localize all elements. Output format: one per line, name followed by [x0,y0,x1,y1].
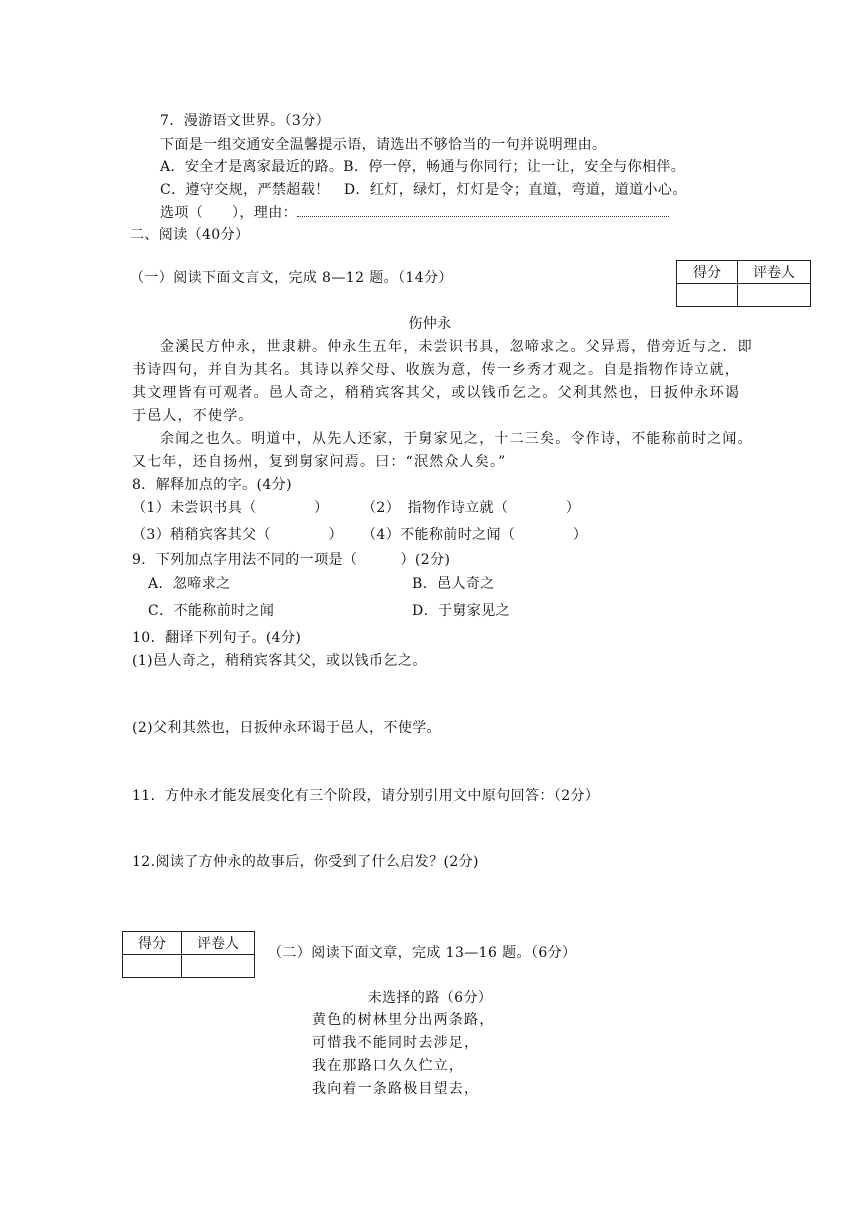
score-label: 得分 [677,261,738,284]
part1-heading: （一）阅读下面文言文，完成 8—12 题。（14分） [130,270,453,286]
q8-item-3[interactable]: （3）稍稍宾客其父（ ） [132,527,343,543]
q8-item-1[interactable]: （1）未尝识书具（ ） [132,500,329,516]
passage-p1-line4: 于邑人，不使学。 [132,408,254,424]
q7-options-ab: A．安全才是离家最近的路。B．停一停，畅通与你同行；让一让，安全与你相伴。 [160,159,686,175]
q9-title: 9．下列加点字用法不同的一项是（ ）(2分) [132,552,451,568]
passage-p2-line1: 余闻之也久。明道中，从先人还家，于舅家见之，十二三矣。令作诗，不能称前时之闻。 [160,431,753,447]
q7-answer-blank[interactable] [297,204,669,217]
q7-title: 7．漫游语文世界。（3分） [160,113,331,129]
score-box-2 [122,931,255,978]
q9-option-b[interactable]: B．邑人奇之 [412,576,495,592]
grader-cell[interactable] [182,955,255,978]
score-cell[interactable] [123,955,182,978]
poem-title: 未选择的路（6分） [367,990,493,1006]
poem-line-1: 黄色的树林里分出两条路， [312,1012,495,1028]
q9-option-a[interactable]: A．忽啼求之 [148,576,231,592]
q9-option-d[interactable]: D．于舅家见之 [412,603,511,619]
q7-options-cd: C．遵守交规，严禁超载！ D．红灯，绿灯，灯灯是令；直道，弯道，道道小心。 [160,182,687,198]
passage-p1-line2: 书诗四句，并自为其名。其诗以养父母、收族为意，传一乡秀才观之。自是指物作诗立就， [132,362,740,378]
poem-line-3: 我在那路口久久伫立， [312,1058,464,1074]
q7-intro: 下面是一组交通安全温馨提示语，请选出不够恰当的一句并说明理由。 [160,137,607,153]
grader-cell[interactable] [738,284,811,307]
q12-title: 12.阅读了方仲永的故事后，你受到了什么启发？(2分) [132,854,479,870]
q8-item-2[interactable]: （2） 指物作诗立就（ ） [362,500,581,516]
q7-answer-line[interactable] [160,202,669,224]
q9-option-c[interactable]: C．不能称前时之闻 [148,603,275,619]
poem-line-4: 我向着一条路极目望去， [312,1081,480,1097]
q7-answer-prefix: 选项（ ），理由： [160,205,297,221]
passage-p2-line2: 又七年，还自扬州，复到舅家问焉。曰：“泯然众人矣。” [132,454,507,470]
q10-title: 10．翻译下列句子。(4分) [132,630,302,646]
q11-title: 11．方仲永才能发展变化有三个阶段，请分别引用文中原句回答：（2分） [132,788,600,804]
q10-sentence-1: (1)邑人奇之，稍稍宾客其父，或以钱币乞之。 [132,653,427,669]
q8-item-4[interactable]: （4）不能称前时之闻（ ） [362,527,588,543]
grader-label: 评卷人 [182,932,255,955]
part2-heading: （二）阅读下面文章，完成 13—16 题。（6分） [268,945,577,961]
q8-title: 8．解释加点的字。(4分) [132,477,292,493]
passage-p1-line3: 其文理皆有可观者。邑人奇之，稍稍宾客其父，或以钱币乞之。父利其然也，日扳仲永环谒 [132,385,740,401]
passage-title: 伤仲永 [408,316,452,332]
passage-p1-line1: 金溪民方仲永，世隶耕。仲永生五年，未尝识书具，忽啼求之。父异焉，借旁近与之．即 [160,339,753,355]
grader-label: 评卷人 [738,261,811,284]
poem-line-2: 可惜我不能同时去涉足， [312,1035,480,1051]
score-cell[interactable] [677,284,738,307]
section2-title: 二、阅读（40分） [130,227,250,243]
q10-sentence-2: (2)父利其然也，日扳仲永环谒于邑人，不使学。 [132,720,442,736]
score-label: 得分 [123,932,182,955]
score-box-1 [676,260,811,307]
